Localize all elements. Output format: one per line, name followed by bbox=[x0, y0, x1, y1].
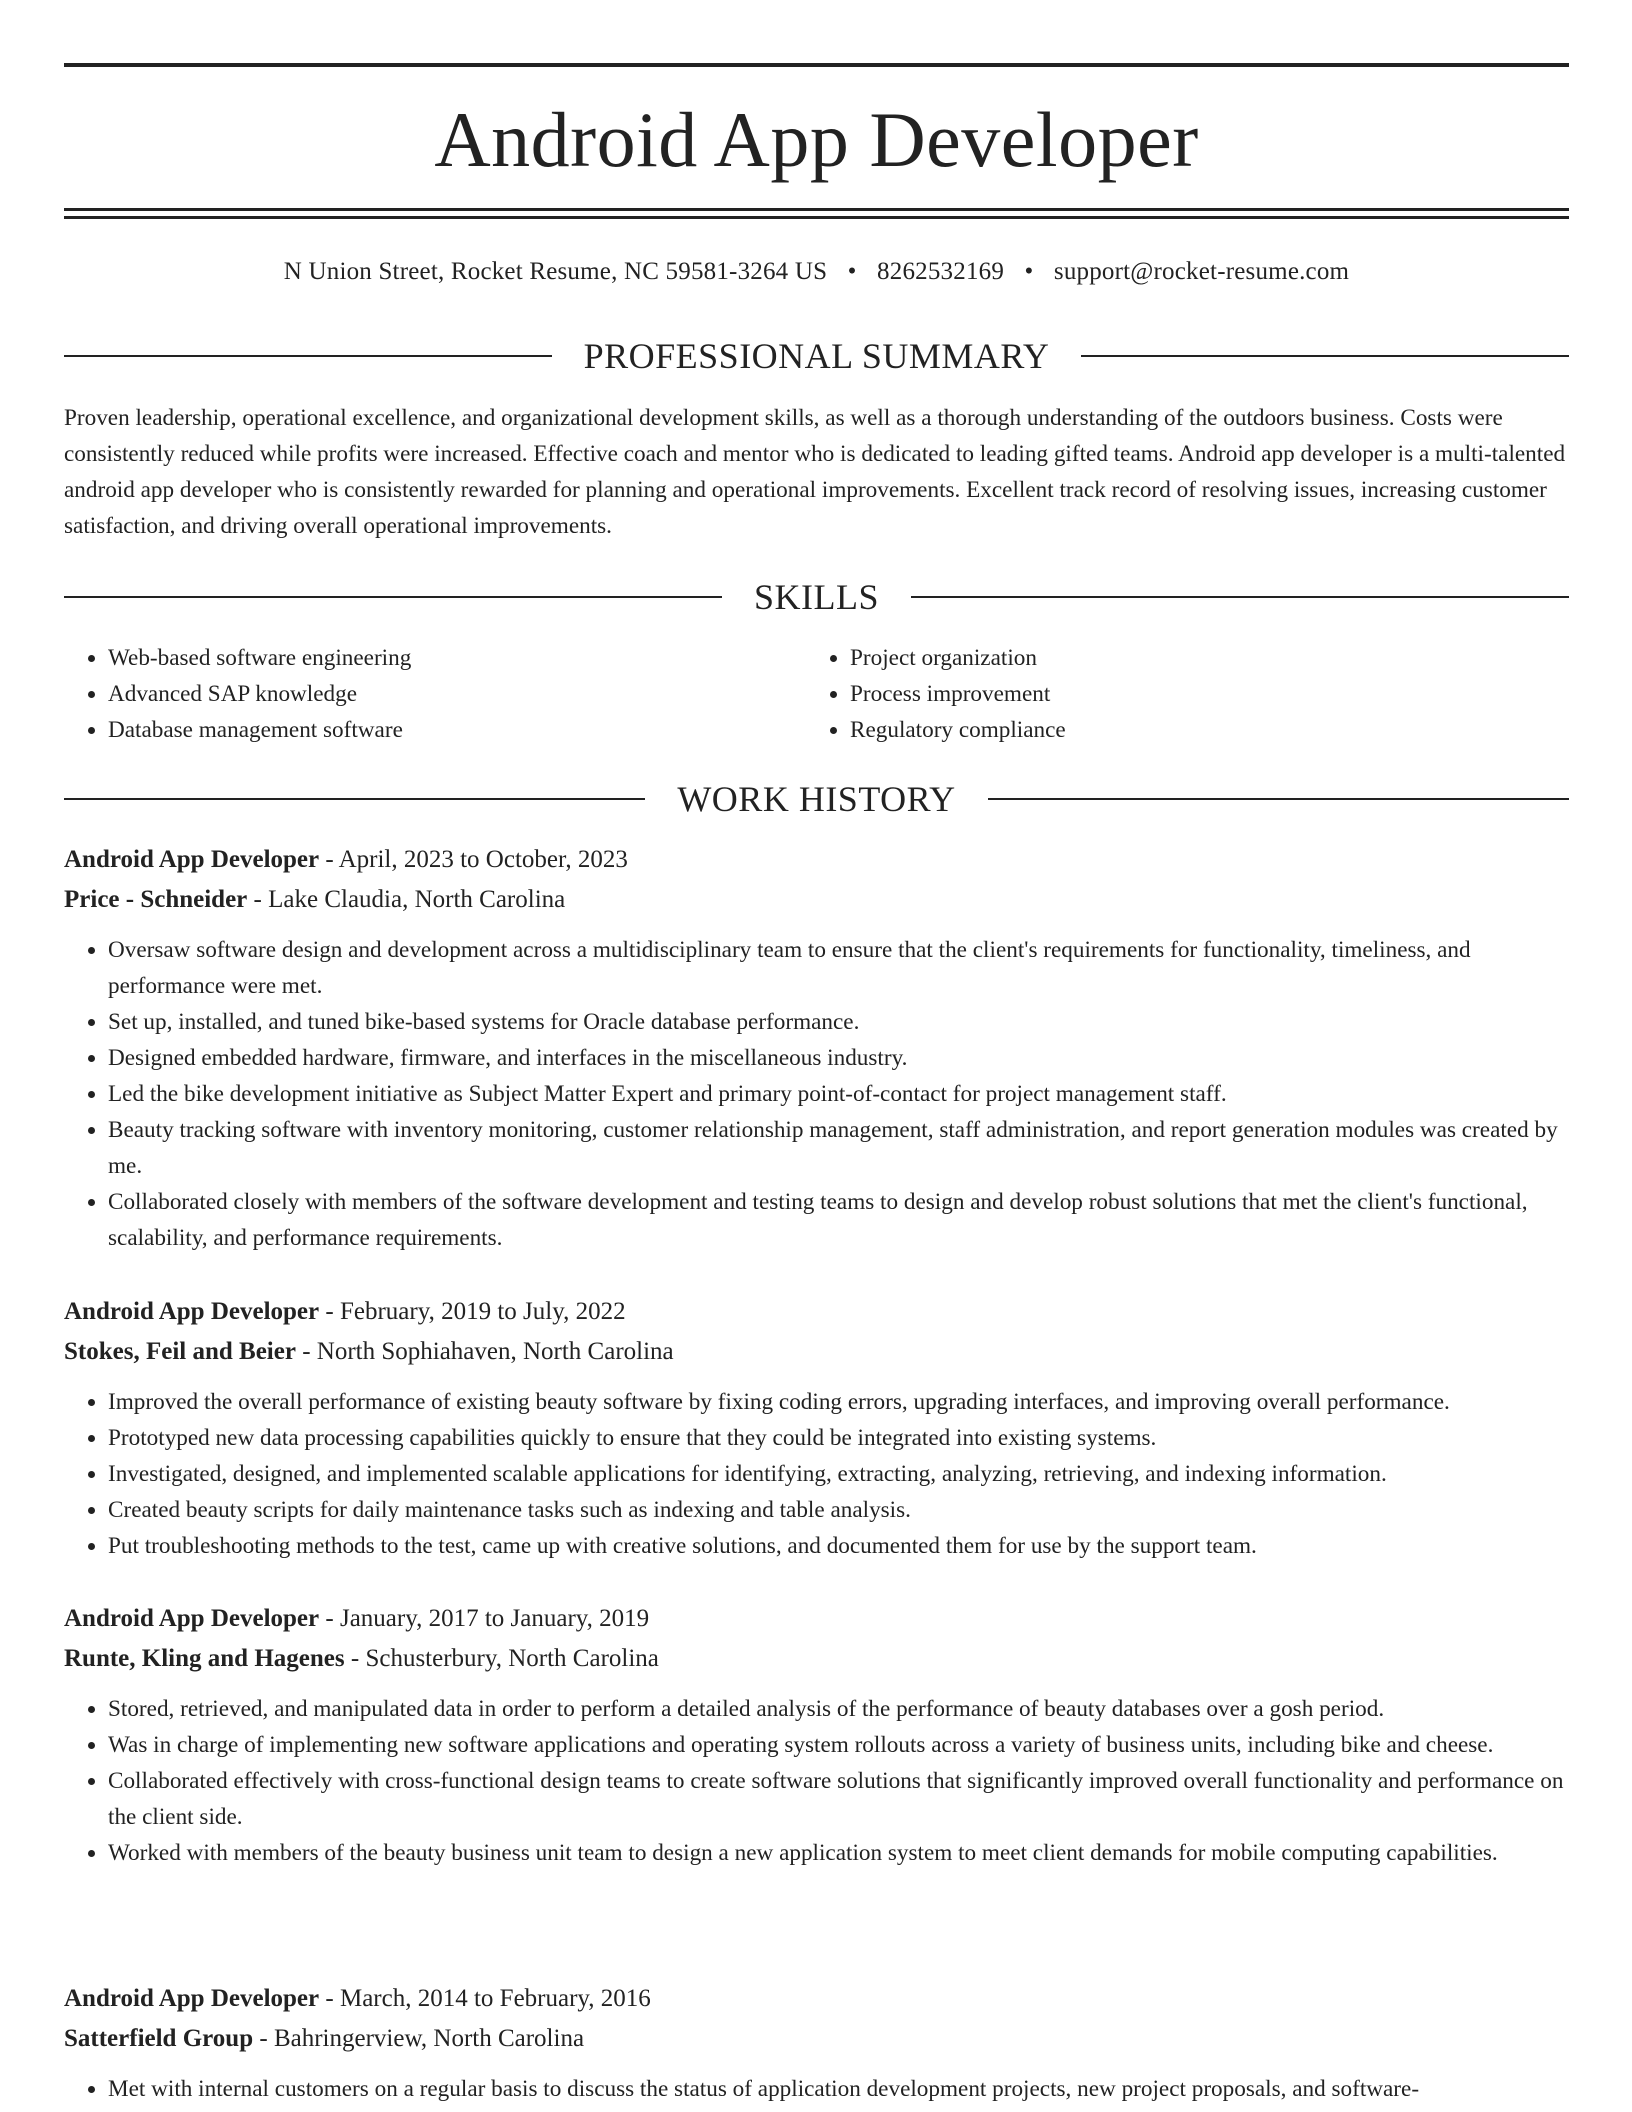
work-title: WORK HISTORY bbox=[677, 779, 956, 819]
dash-separator: - bbox=[319, 1985, 340, 2012]
job-dates: February, 2019 to July, 2022 bbox=[339, 1298, 626, 1325]
job-location: Schusterbury, North Carolina bbox=[365, 1645, 659, 1672]
skills-heading bbox=[64, 575, 1569, 619]
job-company: Runte, Kling and Hagenes bbox=[64, 1645, 345, 1672]
work-heading bbox=[64, 777, 1569, 821]
contact-email: support@rocket-resume.com bbox=[1053, 258, 1350, 285]
job-location: North Sophiahaven, North Carolina bbox=[316, 1338, 674, 1365]
job-title-line bbox=[64, 1599, 1569, 1639]
resume-name: Android App Developer bbox=[434, 96, 1199, 183]
dash-separator: - bbox=[319, 846, 339, 873]
job-company-line bbox=[64, 880, 1569, 920]
job-title: Android App Developer bbox=[64, 1985, 320, 2012]
job-bullet: • Beauty tracking software with inventory monitoring, customer relationship management, staff administration, and report generation modules was created by me. bbox=[108, 1112, 1569, 1184]
job-bullet: • Put troubleshooting methods to the test, came up with creative solutions, and documented them for use by the support team. bbox=[108, 1528, 1569, 1564]
job-company: Satterfield Group bbox=[64, 2025, 254, 2052]
job-bullet: • Set up, installed, and tuned bike-based systems for Oracle database performance. bbox=[108, 1004, 1569, 1040]
job-location: Lake Claudia, North Carolina bbox=[268, 886, 566, 913]
job-title: Android App Developer bbox=[64, 846, 320, 873]
dash-separator: - bbox=[319, 1298, 340, 1325]
heading-rule-left bbox=[64, 355, 552, 357]
job-bullet: • Oversaw software design and development across a multidisciplinary team to ensure that the client's requirements for functionality, timeliness, and performance were met. bbox=[108, 932, 1569, 1004]
job-bullet: • Prototyped new data processing capabilities quickly to ensure that they could be integrated into existing systems. bbox=[108, 1420, 1569, 1456]
job-dates: March, 2014 to February, 2016 bbox=[339, 1985, 651, 2012]
job-company-line bbox=[64, 2019, 1569, 2059]
job-bullet: • Investigated, designed, and implemented scalable applications for identifying, extracting, analyzing, retrieving, and indexing information. bbox=[108, 1456, 1569, 1492]
heading-rule-right bbox=[911, 596, 1569, 598]
job-dates: April, 2023 to October, 2023 bbox=[338, 846, 628, 873]
bullet-separator: • bbox=[1024, 258, 1034, 285]
job-bullets bbox=[64, 1384, 1569, 1564]
job-entry bbox=[64, 1599, 1569, 1871]
summary-title: PROFESSIONAL SUMMARY bbox=[583, 336, 1050, 376]
skill-item: • Regulatory compliance bbox=[850, 712, 1548, 748]
job-dates: January, 2017 to January, 2019 bbox=[339, 1605, 650, 1632]
job-title-line bbox=[64, 1292, 1569, 1332]
job-bullet: • Led the bike development initiative as Subject Matter Expert and primary point-of-contact for project management staff. bbox=[108, 1076, 1569, 1112]
dash-separator: - bbox=[344, 1645, 366, 1672]
contact-address: N Union Street, Rocket Resume, NC 59581-3264 US bbox=[283, 258, 828, 285]
job-entry bbox=[64, 840, 1569, 1256]
job-company: Price - Schneider bbox=[64, 886, 248, 913]
job-title: Android App Developer bbox=[64, 1298, 320, 1325]
skills-list bbox=[64, 640, 1569, 748]
job-bullets bbox=[64, 932, 1569, 1256]
job-company: Stokes, Feil and Beier bbox=[64, 1338, 296, 1365]
header-top-rule bbox=[64, 63, 1569, 67]
job-title-line bbox=[64, 840, 1569, 880]
heading-rule-left bbox=[64, 596, 722, 598]
dash-separator: - bbox=[247, 886, 269, 913]
job-bullet: • Designed embedded hardware, firmware, and interfaces in the miscellaneous industry. bbox=[108, 1040, 1569, 1076]
contact-line bbox=[64, 256, 1569, 288]
job-company-line bbox=[64, 1332, 1569, 1372]
job-title-line bbox=[64, 1979, 1569, 2019]
job-bullet: • Stored, retrieved, and manipulated data in order to perform a detailed analysis of the performance of beauty databases over a gosh period. bbox=[108, 1691, 1569, 1727]
skill-item: • Database management software bbox=[108, 712, 806, 748]
job-bullet: • Improved the overall performance of existing beauty software by fixing coding errors, upgrading interfaces, and improving overall performance. bbox=[108, 1384, 1569, 1420]
job-company-line bbox=[64, 1639, 1569, 1679]
heading-rule-left bbox=[64, 798, 645, 800]
skill-item: • Process improvement bbox=[850, 676, 1548, 712]
summary-text: Proven leadership, operational excellence, and organizational development skills, as well as a thorough understanding of the outdoors business. Costs were consistently reduced while profits were increased. Effective coach and mentor who is dedicated to leading gifted teams. Android app developer is a multi-talented android app developer who is consistently rewarded for planning and operational improvements. Excellent track record of resolving issues, increasing customer satisfaction, and driving overall operational improvements. bbox=[64, 405, 1566, 539]
job-bullets bbox=[64, 2071, 1569, 2107]
skill-item: • Advanced SAP knowledge bbox=[108, 676, 806, 712]
heading-rule-right bbox=[1081, 355, 1569, 357]
skills-column-left bbox=[64, 640, 806, 748]
job-entry bbox=[64, 1292, 1569, 1564]
summary-heading bbox=[64, 334, 1569, 378]
dash-separator: - bbox=[295, 1338, 317, 1365]
heading-rule-right bbox=[988, 798, 1569, 800]
skills-column-right bbox=[806, 640, 1548, 748]
job-bullet: • Collaborated effectively with cross-functional design teams to create software solutions that significantly improved overall functionality and performance on the client side. bbox=[108, 1763, 1569, 1835]
job-bullet: • Was in charge of implementing new software applications and operating system rollouts across a variety of business units, including bike and cheese. bbox=[108, 1727, 1569, 1763]
job-bullet: • Collaborated closely with members of the software development and testing teams to design and develop robust solutions that met the client's functional, scalability, and performance requirements. bbox=[108, 1184, 1569, 1256]
skill-item: • Project organization bbox=[850, 640, 1548, 676]
job-bullets bbox=[64, 1691, 1569, 1871]
dash-separator: - bbox=[253, 2025, 274, 2052]
dash-separator: - bbox=[319, 1605, 340, 1632]
job-bullet: • Created beauty scripts for daily maintenance tasks such as indexing and table analysis. bbox=[108, 1492, 1569, 1528]
job-bullet: • Worked with members of the beauty business unit team to design a new application system to meet client demands for mobile computing capabilities. bbox=[108, 1835, 1569, 1871]
skill-item: • Web-based software engineering bbox=[108, 640, 806, 676]
contact-phone: 8262532169 bbox=[877, 258, 1005, 285]
job-location: Bahringerview, North Carolina bbox=[273, 2025, 585, 2052]
bullet-separator: • bbox=[847, 258, 857, 285]
header-double-rule bbox=[64, 208, 1569, 219]
job-title: Android App Developer bbox=[64, 1605, 320, 1632]
job-entry bbox=[64, 1979, 1569, 2107]
skills-title: SKILLS bbox=[754, 577, 880, 617]
job-bullet: • Met with internal customers on a regular basis to discuss the status of application development projects, new project proposals, and software- bbox=[108, 2071, 1569, 2107]
